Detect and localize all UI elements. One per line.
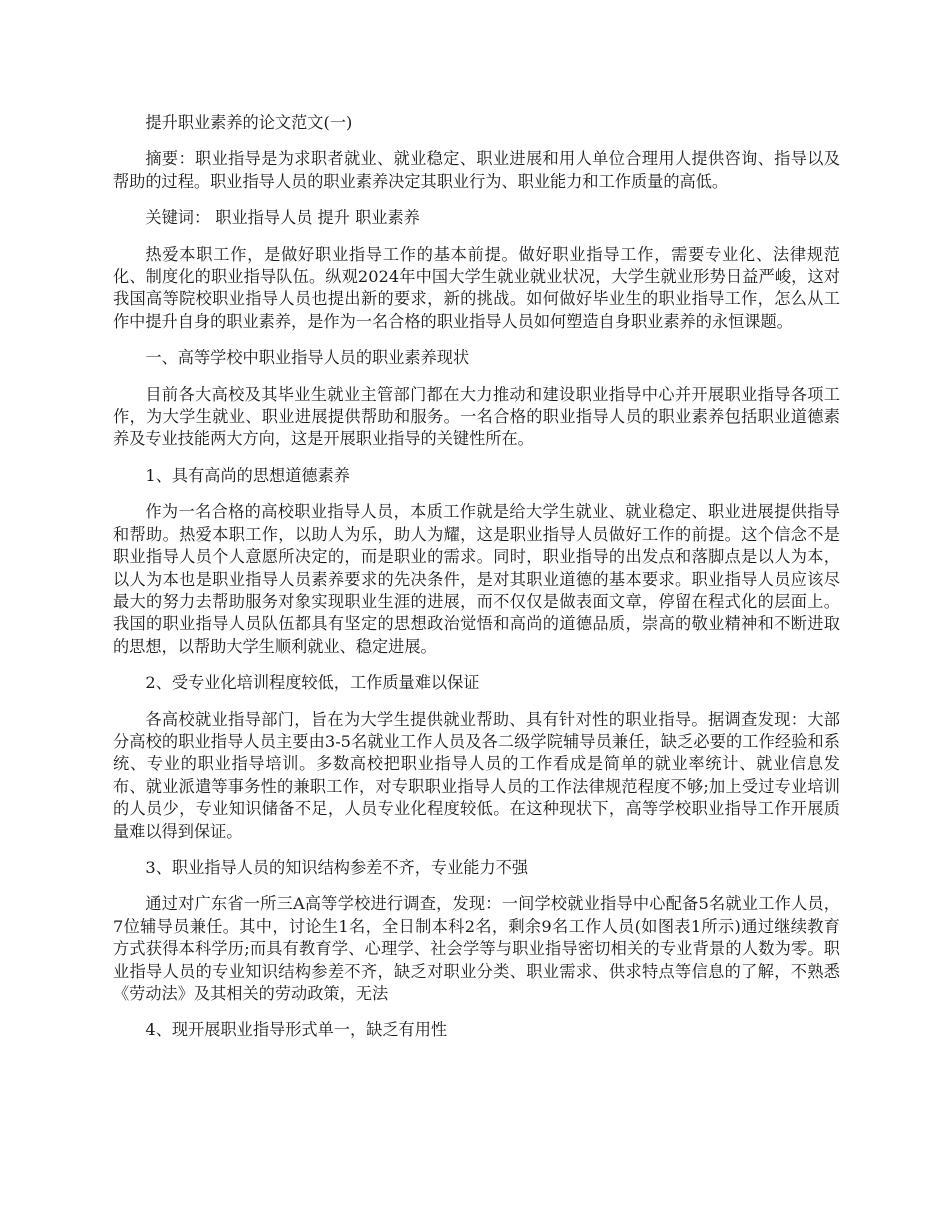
point2-heading: 2、受专业化培训程度较低，工作质量难以保证 — [145, 673, 480, 693]
abstract-paragraph: 摘要：职业指导是为求职者就业、就业稳定、职业进展和用人单位合理用人提供咨询、指导以及帮助的过程。职业指导人员的职业素养决定其职业行为、职业能力和工作质量的高低。 — [113, 149, 840, 191]
point3-heading: 3、职业指导人员的知识结构参差不齐，专业能力不强 — [145, 857, 529, 877]
point1-paragraph: 作为一名合格的高校职业指导人员，本质工作就是给大学生就业、就业稳定、职业进展提供指导和帮助。热爱本职工作，以助人为乐，助人为耀，这是职业指导人员做好工作的前提。这个信念不是职业指导人员个人意愿所决定的，而是职业的需求。同时，职业指导的出发点和落脚点是以人为本，以人为本也是职业指导人员素养要求的先决条件，是对其职业道德的基本要求。职业指导人员应该尽最大的努力去帮助服务对象实现职业生涯的进展，而不仅仅是做表面文章，停留在程式化的层面上。我国的职业指导人员队伍都具有坚定的思想政治觉悟和高尚的道德品质，崇高的敬业精神和不断进取的思想，以帮助大学生顺利就业、稳定进展。 — [113, 502, 840, 656]
section1-heading: 一、高等学校中职业指导人员的职业素养现状 — [145, 348, 470, 368]
point1-heading: 1、具有高尚的思想道德素养 — [145, 465, 350, 485]
point3-paragraph: 通过对广东省一所三A高等学校进行调查，发现：一间学校就业指导中心配备5名就业工作人员，7位辅导员兼任。其中，讨论生1名，全日制本科2名，剩余9名工作人员(如图表1所示)通过继续教育方式获得本科学历;而具有教育学、心理学、社会学等与职业指导密切相关的专业背景的人数为零。职业指导人员的专业知识结构参差不齐，缺乏对职业分类、职业需求、供求特点等信息的了解，不熟悉《劳动法》及其相关的劳动政策，无法 — [113, 894, 840, 1003]
point2-paragraph: 各高校就业指导部门，旨在为大学生提供就业帮助、具有针对性的职业指导。据调查发现：大部分高校的职业指导人员主要由3-5名就业工作人员及各二级学院辅导员兼任，缺乏必要的工作经验和系统、专业的职业指导培训。多数高校把职业指导人员的工作看成是简单的就业率统计、就业信息发布、就业派遣等事务性的兼职工作，对专职职业指导人员的工作法律规范程度不够;加上受过专业培训的人员少，专业知识储备不足，人员专业化程度较低。在这种现状下，高等学校职业指导工作开展质量难以得到保证。 — [113, 709, 840, 841]
document-page — [113, 112, 840, 1056]
keywords-line: 关键词： 职业指导人员 提升 职业素养 — [145, 208, 420, 228]
point4-heading: 4、现开展职业指导形式单一，缺乏有用性 — [145, 1020, 448, 1040]
document-title: 提升职业素养的论文范文(一) — [145, 113, 353, 132]
intro-paragraph: 热爱本职工作，是做好职业指导工作的基本前提。做好职业指导工作，需要专业化、法律规范化、制度化的职业指导队伍。纵观2024年中国大学生就业就业状况，大学生就业形势日益严峻，这对我国高等院校职业指导人员也提出新的要求，新的挑战。如何做好毕业生的职业指导工作，怎么从工作中提升自身的职业素养，是作为一名合格的职业指导人员如何塑造自身职业素养的永恒课题。 — [113, 244, 840, 331]
section1-paragraph: 目前各大高校及其毕业生就业主管部门都在大力推动和建设职业指导中心并开展职业指导各项工作，为大学生就业、职业进展提供帮助和服务。一名合格的职业指导人员的职业素养包括职业道德素养及专业技能两大方向，这是开展职业指导的关键性所在。 — [113, 384, 840, 449]
